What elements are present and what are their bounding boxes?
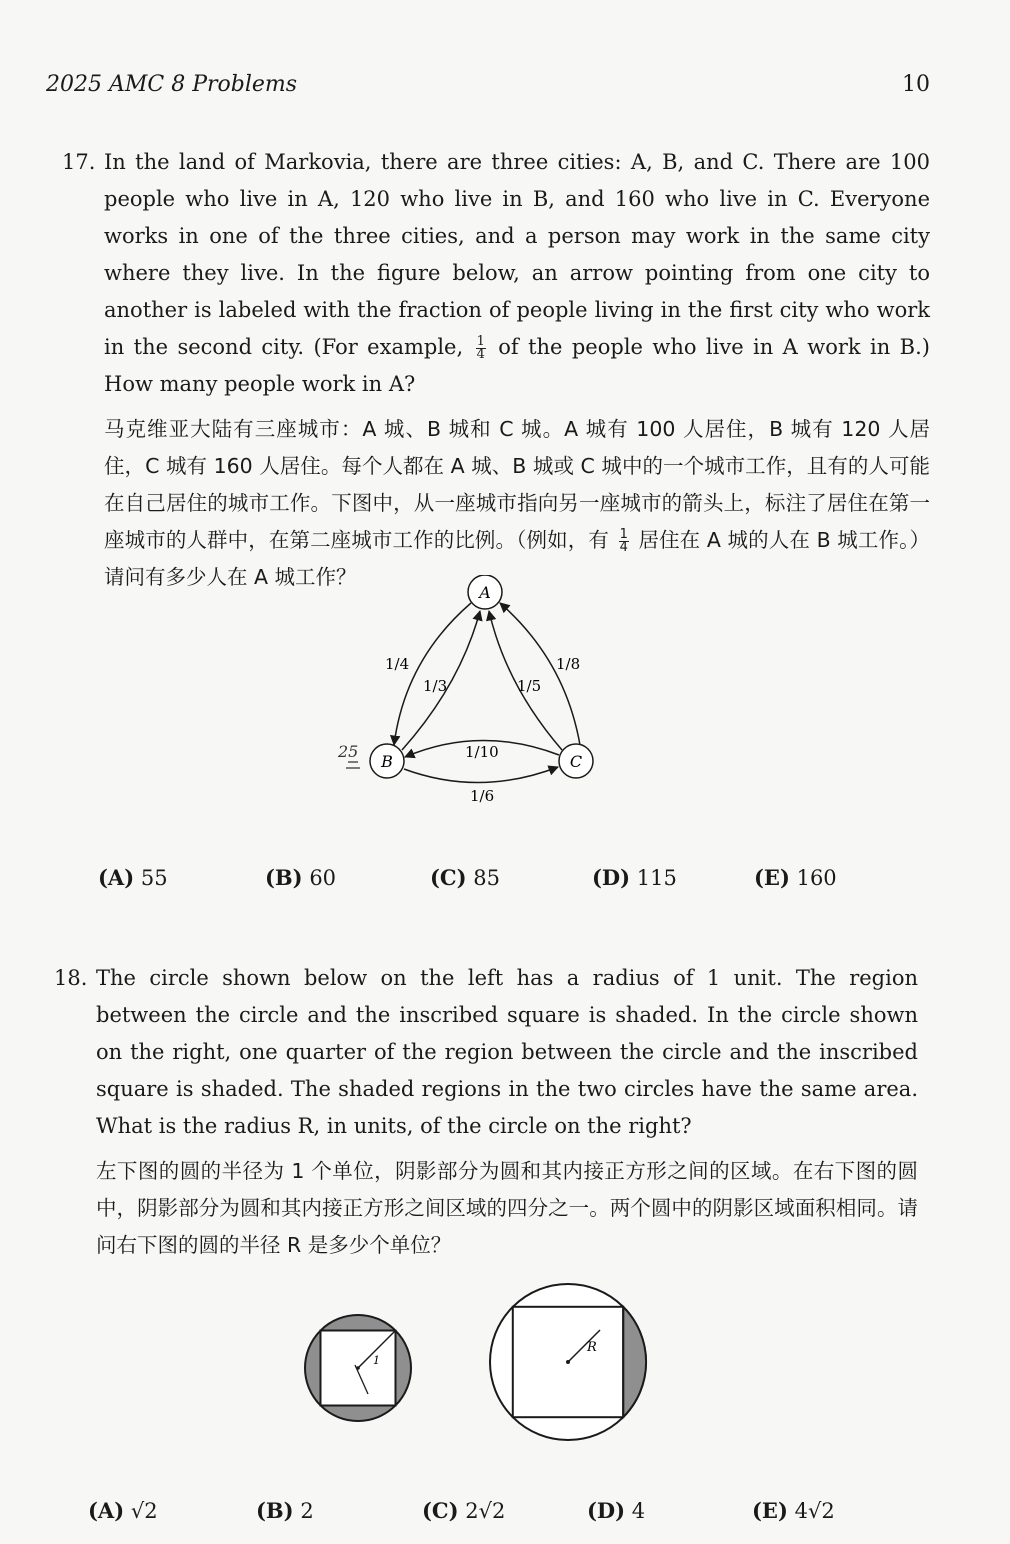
- problem-17-english-part-2: of the people who live in A work in B.) How many people work in A?: [104, 335, 930, 396]
- example-fraction-zh: $\frac{1}{4}$: [619, 526, 628, 555]
- page-header-title: 2025 AMC 8 Problems: [46, 72, 298, 97]
- edge-label-b-to-c: 1/6: [470, 787, 495, 805]
- left-radius-label: 1: [373, 1354, 380, 1367]
- right-radius-label: R: [587, 1340, 597, 1355]
- city-a-label: A: [479, 583, 491, 602]
- edge-label-a-to-b: 1/4: [385, 655, 410, 673]
- edge-label-c-to-a: 1/5: [517, 677, 542, 695]
- choice-17-b[interactable]: (B) 60: [265, 865, 337, 890]
- city-c-label: C: [569, 752, 583, 771]
- right-circle-figure: [482, 1276, 654, 1448]
- choice-17-c[interactable]: (C) 85: [430, 865, 501, 890]
- problem-17-number: 17.: [62, 150, 96, 174]
- choice-17-d[interactable]: (D) 115: [592, 865, 677, 890]
- choice-17-e[interactable]: (E) 160: [754, 865, 837, 890]
- left-circle-figure: [298, 1308, 418, 1428]
- edge-b-to-c: [404, 767, 558, 783]
- choice-18-a[interactable]: (A) √2: [88, 1498, 158, 1523]
- choice-17-a[interactable]: (A) 55: [98, 865, 168, 890]
- choice-18-d[interactable]: (D) 4: [587, 1498, 646, 1523]
- problem-18-english-text: The circle shown below on the left has a radius of 1 unit. The region between the circle and the inscribed square is shaded. In the circle shown on the right, one quarter of the region between the circle and the inscribed square is shaded. The shaded regions in the two circles have the same area. What is the radius R, in units, of the circle on the right?: [96, 966, 918, 1138]
- problem-17-english-part-1: In the land of Markovia, there are three cities: A, B, and C. There are 100 people who live in A, 120 who live in B, and 160 who live in C. Everyone works in one of the three cities, and a person may work in the same city where they live. In the figure below, an arrow pointing from one city to another is labeled with the fraction of people living in the first city who work in the second city. (For example,: [104, 150, 930, 359]
- edge-label-c-to-b: 1/10: [465, 743, 499, 761]
- edge-label-a-to-c: 1/8: [556, 655, 581, 673]
- page-number: 10: [902, 72, 930, 97]
- edge-label-b-to-a: 1/3: [423, 677, 448, 695]
- handwritten-note: 25: [338, 742, 359, 761]
- problem-17-chinese-text: 马克维亚大陆有三座城市：A 城、B 城和 C 城。A 城有 100 人居住，B 城有 120 人居住，C 城有 160 人居住。每个人都在 A 城、B 城或 C 城中的一个城市工作，且有的人可能在自己居住的城市工作。下图中，从一座城市指向另一座城市的箭头上，标注了居住在第一座城市的人群中，在第二座城市工作的比例。（例如，有 $\frac{1}{4}$ 居住在 A 城的人在 B 城工作。）请问有多少人在 A 城工作？: [104, 417, 930, 589]
- choice-18-b[interactable]: (B) 2: [256, 1498, 314, 1523]
- problem-17-english-text: [104, 144, 930, 403]
- markovia-diagram: [330, 575, 620, 815]
- problem-18-number: 18.: [54, 966, 88, 990]
- problem-17: [62, 144, 930, 596]
- edge-a-to-b: [394, 603, 471, 745]
- example-fraction: $\frac{1}{4}$: [476, 334, 485, 362]
- choice-18-e[interactable]: (E) 4√2: [752, 1498, 835, 1523]
- problem-18-chinese-text: 左下图的圆的半径为 1 个单位，阴影部分为圆和其内接正方形之间的区域。在右下图的圆中，阴影部分为圆和其内接正方形之间区域的四分之一。两个圆中的阴影区域面积相同。请问右下图的圆的半径 R 是多少个单位？: [96, 1159, 918, 1257]
- choice-18-c[interactable]: (C) 2√2: [422, 1498, 506, 1523]
- city-b-label: B: [381, 752, 393, 771]
- problem-18: [54, 960, 918, 1264]
